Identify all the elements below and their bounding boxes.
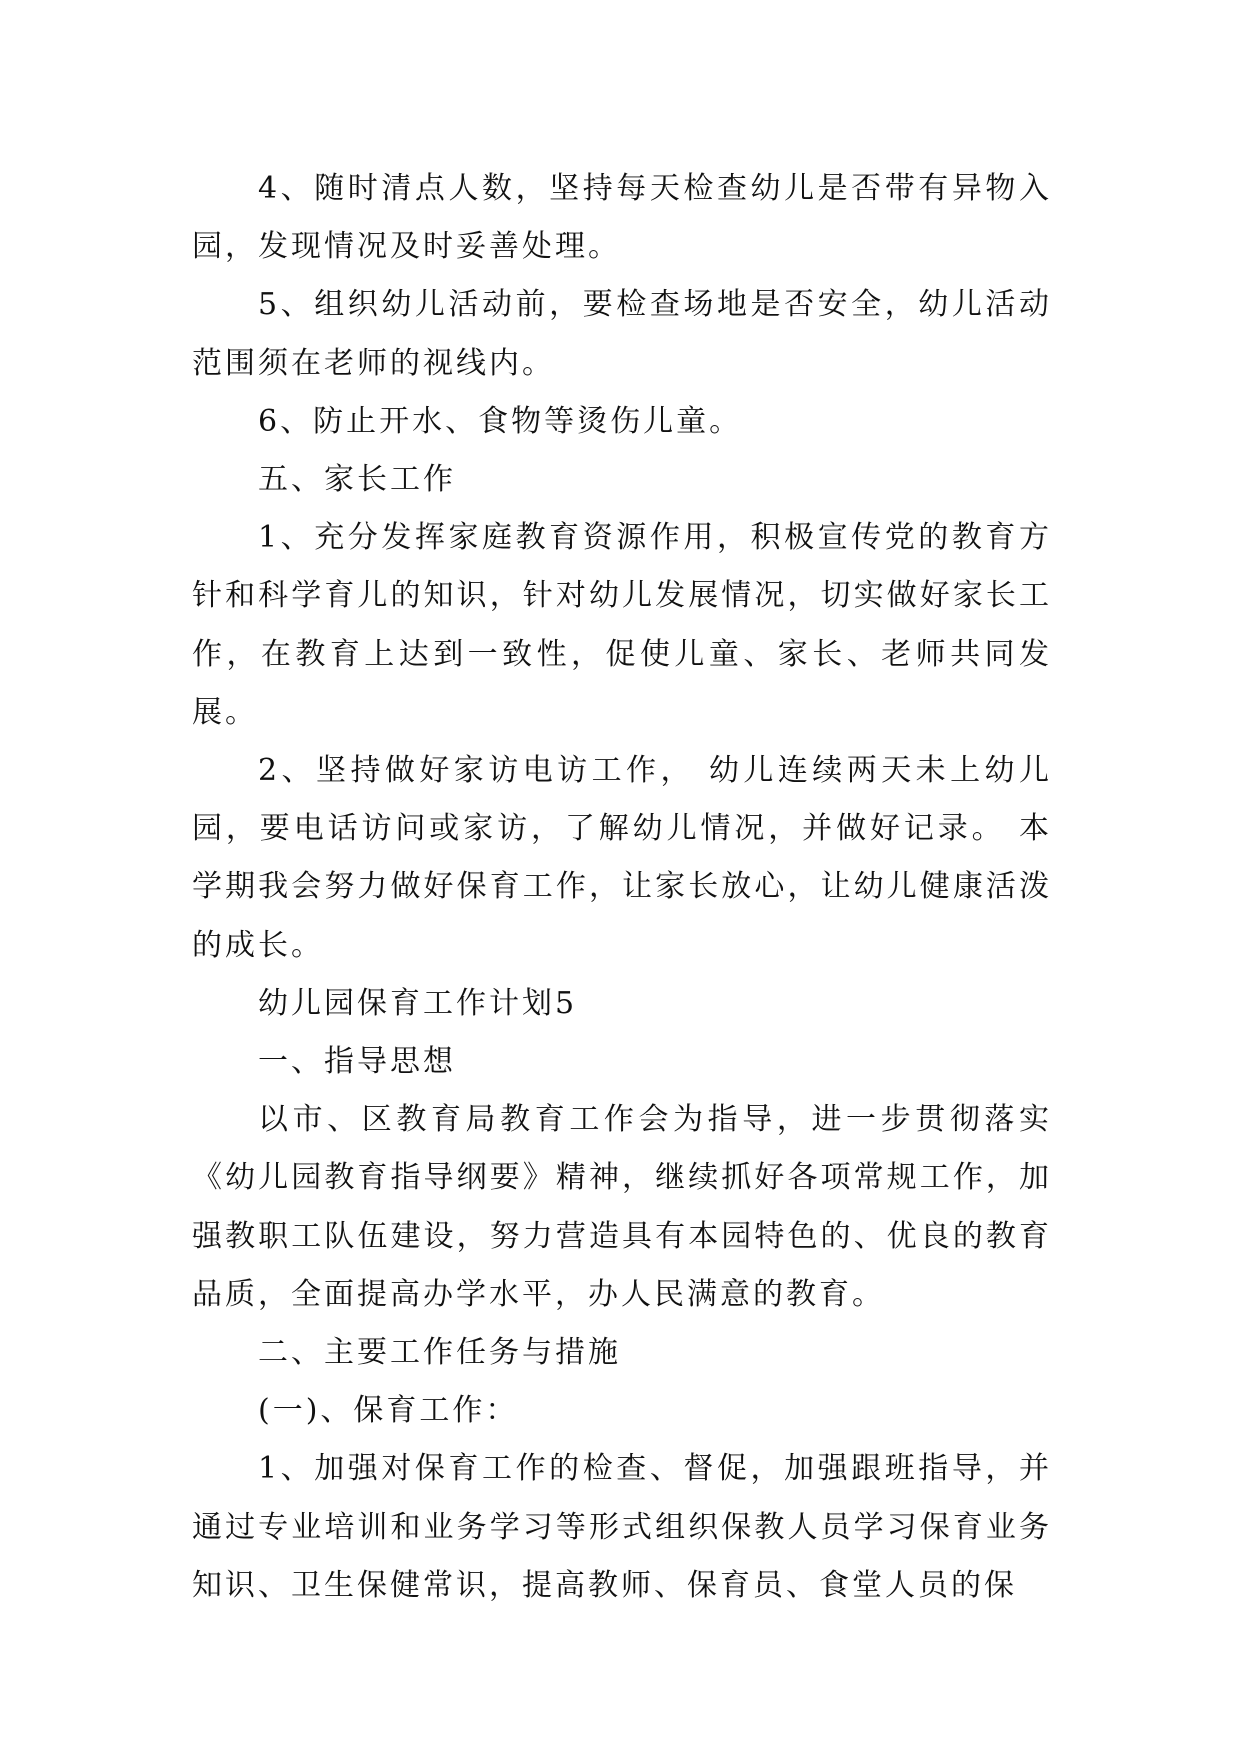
section-heading-guiding-thought: 一、指导思想 bbox=[258, 1044, 456, 1080]
paragraph-item-5-activity-safety: 5、组织幼儿活动前，要检查场地是否安全，幼儿活动范围须在老师的视线内。 bbox=[192, 287, 1052, 381]
subsection-heading-care-work: (一)、保育工作： bbox=[258, 1393, 519, 1429]
paragraph-parent-item-2: 2、坚持做好家访电访工作， 幼儿连续两天未上幼儿园，要电话访问或家访，了解幼儿情况，并做好记录。 本学期我会努力做好保育工作，让家长放心，让幼儿健康活泼的成长。 bbox=[192, 753, 1052, 963]
paragraph-item-4-headcount: 4、随时清点人数，坚持每天检查幼儿是否带有异物入园，发现情况及时妥善处理。 bbox=[192, 171, 1052, 265]
paragraph-care-item-1: 1、加强对保育工作的检查、督促，加强跟班指导，并通过专业培训和业务学习等形式组织保教人员学习保育业务知识、卫生保健常识，提高教师、保育员、食堂人员的保 bbox=[192, 1451, 1052, 1603]
paragraph-parent-item-1: 1、充分发挥家庭教育资源作用，积极宣传党的教育方针和科学育儿的知识，针对幼儿发展情况，切实做好家长工作，在教育上达到一致性，促使儿童、家长、老师共同发展。 bbox=[192, 520, 1052, 730]
section-heading-main-tasks: 二、主要工作任务与措施 bbox=[258, 1335, 621, 1371]
document-body bbox=[192, 160, 1052, 1615]
paragraph-guiding-thought: 以市、区教育局教育工作会为指导，进一步贯彻落实《幼儿园教育指导纲要》精神，继续抓好各项常规工作，加强教职工队伍建设，努力营造具有本园特色的、优良的教育品质，全面提高办学水平，办人民满意的教育。 bbox=[192, 1102, 1052, 1312]
document-subtitle-plan-5: 幼儿园保育工作计划5 bbox=[258, 985, 578, 1021]
paragraph-item-6-burn-prevention: 6、防止开水、食物等烫伤儿童。 bbox=[258, 403, 743, 439]
section-heading-parent-work: 五、家长工作 bbox=[258, 462, 456, 498]
